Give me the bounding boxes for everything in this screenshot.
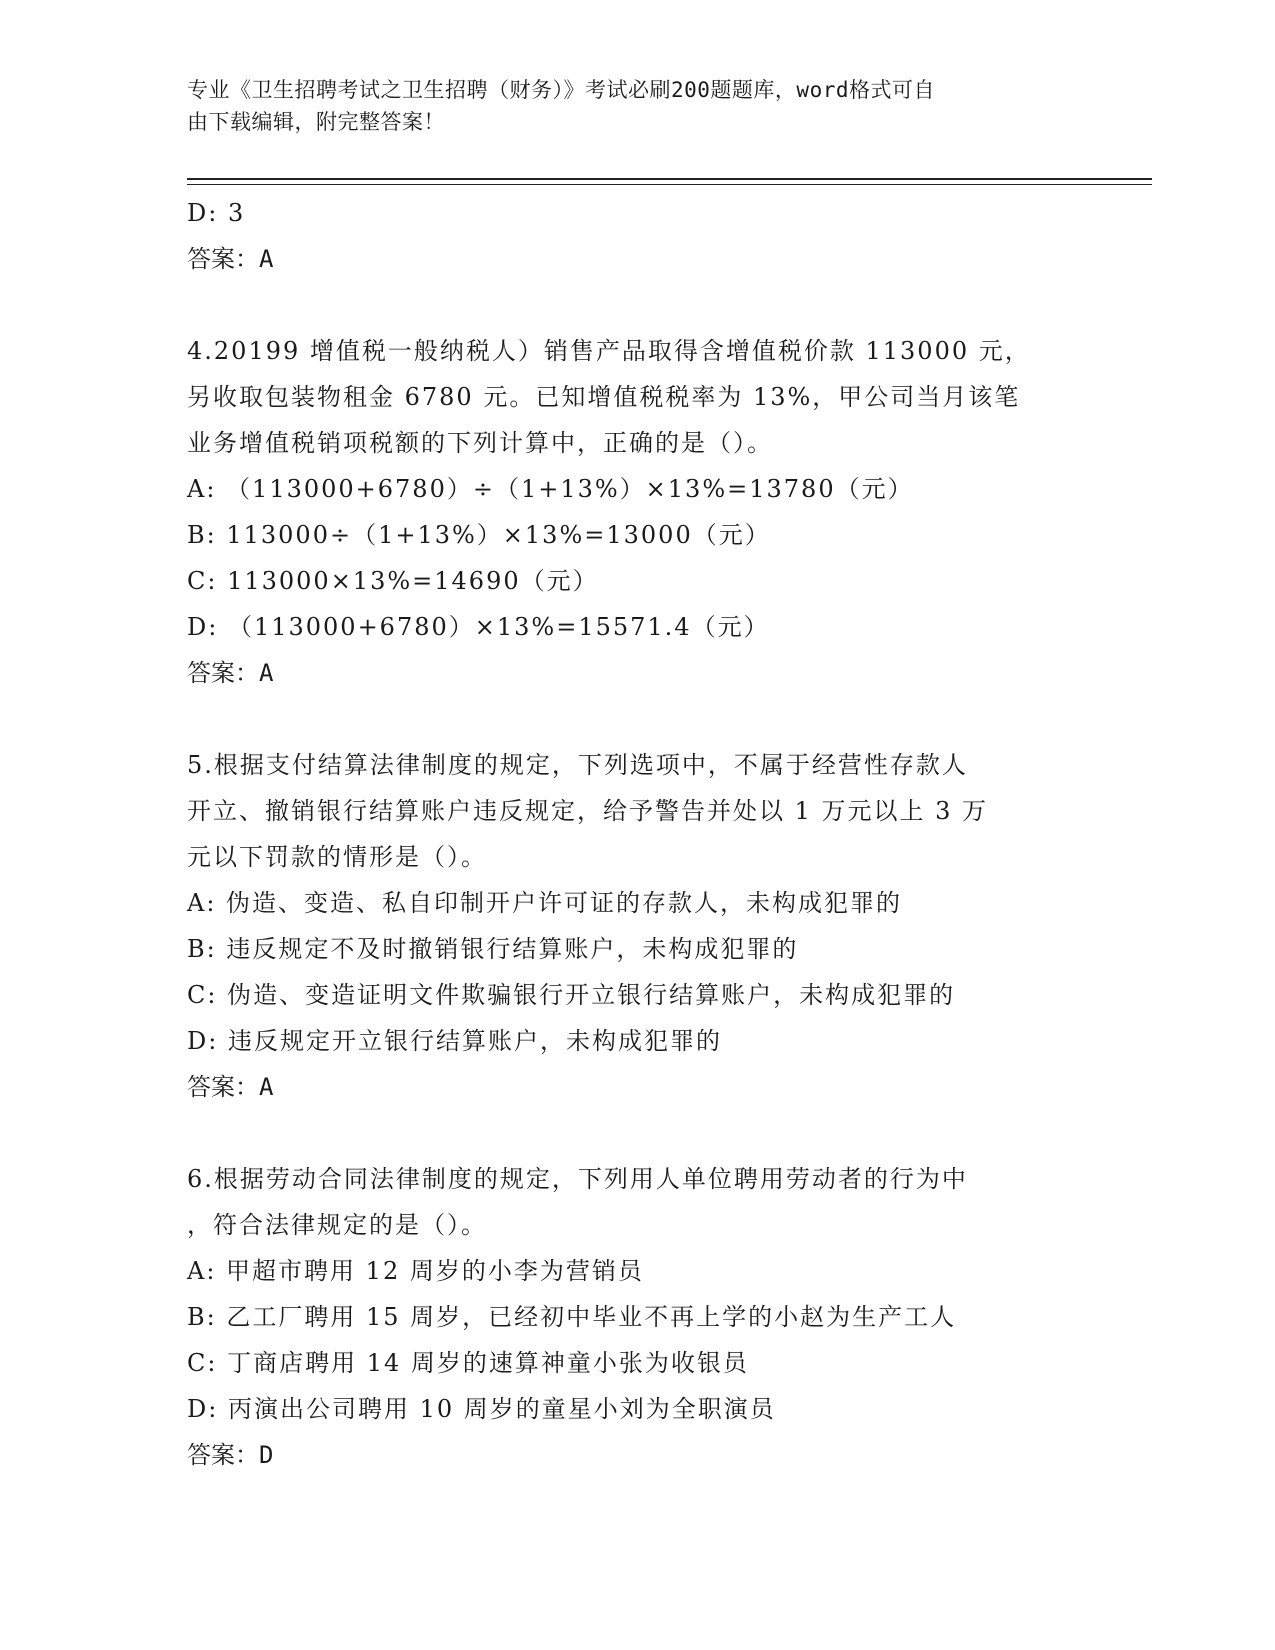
question-5 <box>187 742 1087 1110</box>
header-divider-thick <box>187 178 1152 180</box>
question-stem-line: 5.根据支付结算法律制度的规定，下列选项中，不属于经营性存款人 <box>187 751 968 779</box>
option-c: C: 113000×13%=14690（元） <box>187 567 599 595</box>
question-stem-line: 元以下罚款的情形是（）。 <box>187 843 487 871</box>
answer: 答案：A <box>187 1073 274 1101</box>
question-stem-line: 另收取包装物租金 6780 元。已知增值税税率为 13%，甲公司当月该笔 <box>187 383 1021 411</box>
question-stem-line: 开立、撤销银行结算账户违反规定，给予警告并处以 1 万元以上 3 万 <box>187 797 989 825</box>
question-stem-line: 4.20199 增值税一般纳税人）销售产品取得含增值税价款 113000 元， <box>187 337 1031 365</box>
header-divider-thin <box>187 184 1152 185</box>
question-stem-line: ，符合法律规定的是（）。 <box>187 1211 487 1239</box>
option-d: D: 丙演出公司聘用 10 周岁的童星小刘为全职演员 <box>187 1395 776 1423</box>
answer: 答案：D <box>187 1441 274 1469</box>
option-a: A: 甲超市聘用 12 周岁的小李为营销员 <box>187 1257 644 1285</box>
header-line-1: 专业《卫生招聘考试之卫生招聘（财务）》考试必刷200题题库，word格式可自 <box>187 78 935 102</box>
question-stem-line: 6.根据劳动合同法律制度的规定，下列用人单位聘用劳动者的行为中 <box>187 1165 968 1193</box>
header-line-2: 由下载编辑，附完整答案！ <box>187 110 445 134</box>
question-4 <box>187 328 1087 696</box>
option-c: C: 丁商店聘用 14 周岁的速算神童小张为收银员 <box>187 1349 749 1377</box>
page-header <box>187 74 1067 138</box>
option-d: D: （113000+6780）×13%=15571.4（元） <box>187 613 770 641</box>
answer: 答案：A <box>187 659 274 687</box>
document-body <box>187 190 1087 1478</box>
option-c: C: 伪造、变造证明文件欺骗银行开立银行结算账户，未构成犯罪的 <box>187 981 956 1009</box>
option-b: B: 违反规定不及时撤销银行结算账户，未构成犯罪的 <box>187 935 799 963</box>
option-a: A: （113000+6780）÷（1+13%）×13%=13780（元） <box>187 475 914 503</box>
option-d: D: 违反规定开立银行结算账户，未构成犯罪的 <box>187 1027 722 1055</box>
option-b: B: 113000÷（1+13%）×13%=13000（元） <box>187 521 771 549</box>
answer: 答案：A <box>187 245 274 273</box>
option-a: A: 伪造、变造、私自印制开户许可证的存款人，未构成犯罪的 <box>187 889 903 917</box>
prev-question-tail <box>187 190 1087 282</box>
question-6 <box>187 1156 1087 1478</box>
option-b: B: 乙工厂聘用 15 周岁，已经初中毕业不再上学的小赵为生产工人 <box>187 1303 957 1331</box>
question-stem-line: 业务增值税销项税额的下列计算中，正确的是（）。 <box>187 429 773 457</box>
option-d: D: 3 <box>187 199 246 227</box>
